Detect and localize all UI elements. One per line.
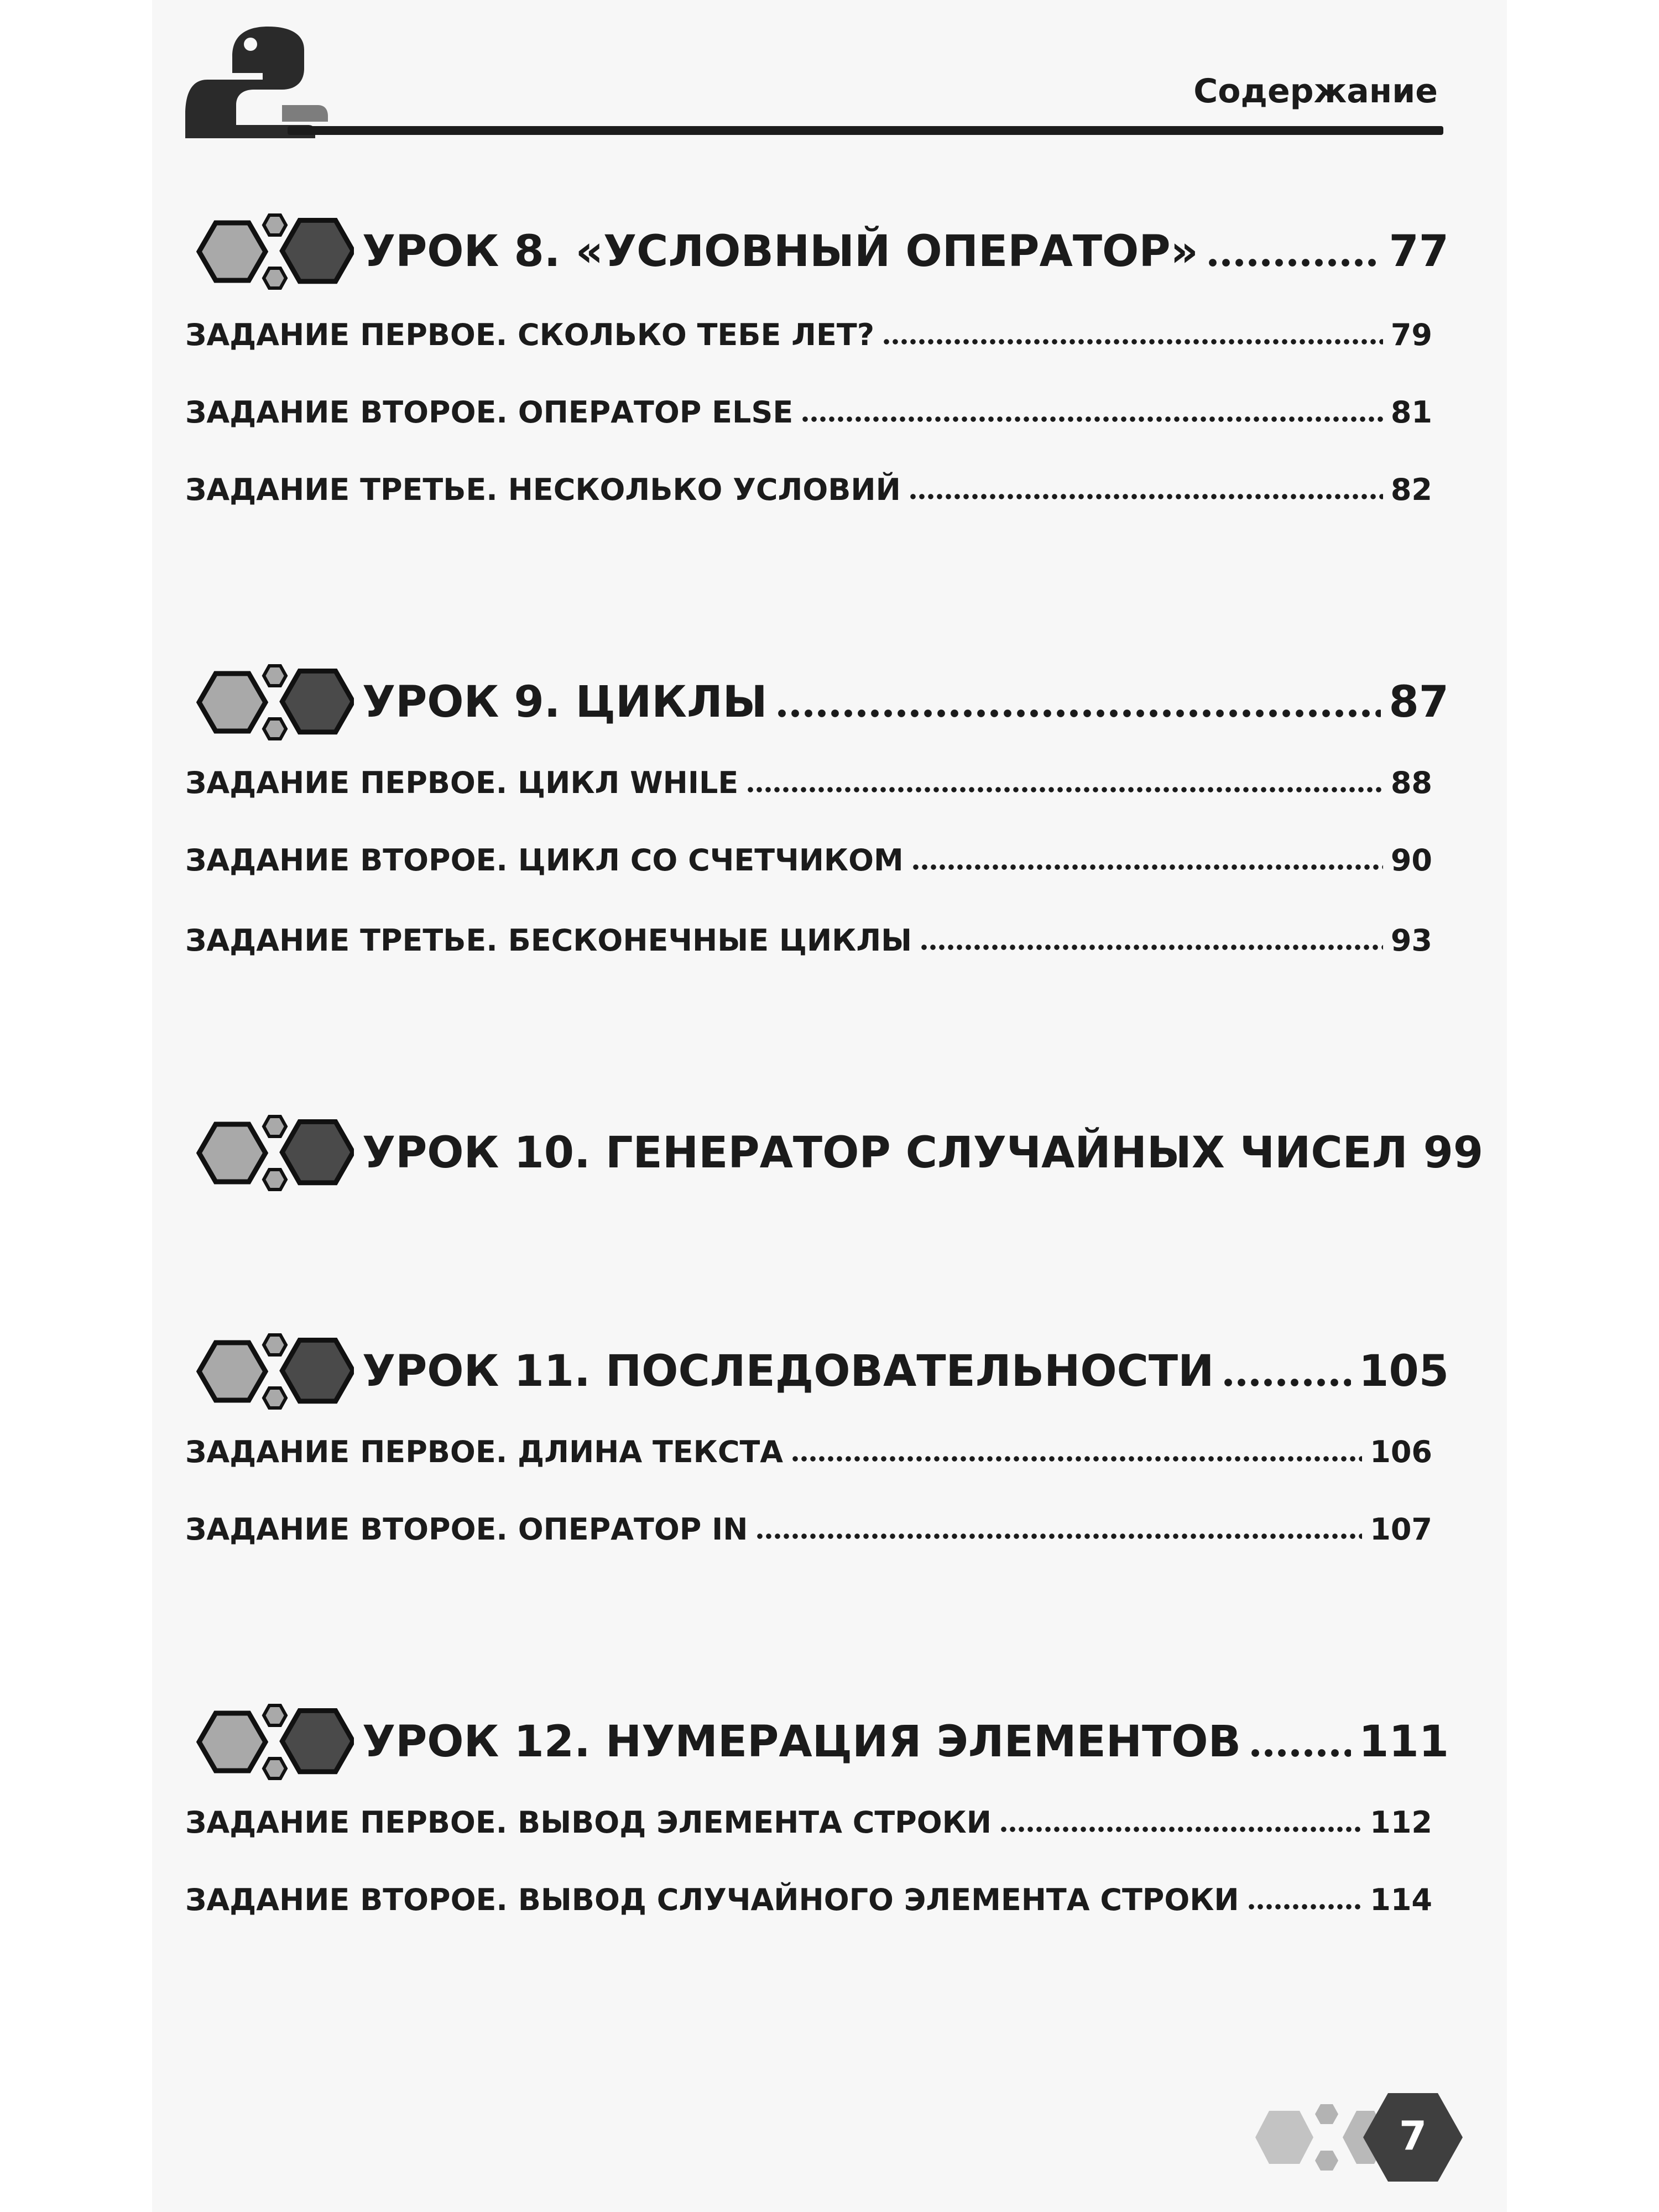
task-page-number: 114 (1370, 1882, 1432, 1917)
lesson-title: УРОК 11. ПОСЛЕДОВАТЕЛЬНОСТИ (362, 1347, 1214, 1396)
dot-leader (911, 864, 1383, 870)
toc-task[interactable] (185, 459, 1432, 520)
toc-task[interactable] (185, 1792, 1432, 1853)
dot-leader (775, 709, 1381, 718)
hexagon-cluster-icon (182, 202, 354, 301)
page-number: 7 (1399, 2112, 1427, 2159)
toc-task[interactable] (185, 910, 1432, 971)
lesson-page-number: 105 (1359, 1347, 1449, 1396)
task-page-number: 106 (1370, 1434, 1432, 1469)
dot-leader (1247, 1903, 1363, 1910)
task-title: ЗАДАНИЕ ПЕРВОЕ. ДЛИНА ТЕКСТА (185, 1434, 784, 1469)
toc-task[interactable] (185, 830, 1432, 890)
python-snake-logo-icon (185, 22, 329, 138)
dot-leader (909, 493, 1383, 500)
lesson-title: УРОК 12. НУМЕРАЦИЯ ЭЛЕМЕНТОВ (362, 1717, 1241, 1767)
task-title: ЗАДАНИЕ ВТОРОЕ. ОПЕРАТОР ELSE (185, 394, 794, 430)
dot-leader (791, 1455, 1362, 1462)
task-page-number: 81 (1390, 394, 1432, 430)
task-page-number: 79 (1390, 317, 1432, 352)
task-title: ЗАДАНИЕ ТРЕТЬЕ. БЕСКОНЕЧНЫЕ ЦИКЛЫ (185, 922, 912, 958)
dot-leader (755, 1533, 1362, 1540)
task-title: ЗАДАНИЕ ПЕРВОЕ. ВЫВОД ЭЛЕМЕНТА СТРОКИ (185, 1804, 992, 1840)
task-page-number: 82 (1390, 472, 1432, 507)
task-title: ЗАДАНИЕ ПЕРВОЕ. ЦИКЛ WHILE (185, 765, 739, 800)
hexagon-cluster-icon (182, 1322, 354, 1421)
hexagon-cluster-icon (182, 653, 354, 752)
toc-task[interactable] (185, 1421, 1432, 1482)
dot-leader (920, 944, 1383, 951)
task-title: ЗАДАНИЕ ТРЕТЬЕ. НЕСКОЛЬКО УСЛОВИЙ (185, 472, 901, 507)
toc-task[interactable] (185, 752, 1432, 813)
dot-leader (1249, 1749, 1351, 1757)
dot-leader (1222, 1378, 1351, 1387)
lesson-page-number: 87 (1389, 677, 1449, 727)
task-page-number: 93 (1390, 922, 1432, 958)
task-page-number: 90 (1390, 842, 1432, 878)
hexagon-cluster-icon (182, 1692, 354, 1792)
toc-lesson[interactable] (182, 1322, 1449, 1421)
page-number-badge (1255, 2071, 1477, 2206)
task-page-number: 112 (1370, 1804, 1432, 1840)
lesson-page-number: 111 (1359, 1717, 1449, 1767)
toc-task[interactable] (185, 382, 1432, 442)
dot-leader (801, 416, 1383, 422)
dot-leader (999, 1826, 1362, 1833)
task-page-number: 88 (1390, 765, 1432, 800)
dot-leader (1206, 258, 1381, 267)
task-title: ЗАДАНИЕ ПЕРВОЕ. СКОЛЬКО ТЕБЕ ЛЕТ? (185, 317, 875, 352)
toc-task[interactable] (185, 304, 1432, 365)
task-page-number: 107 (1370, 1511, 1432, 1547)
dot-leader (882, 338, 1383, 345)
lesson-page-number: 77 (1389, 227, 1449, 276)
task-title: ЗАДАНИЕ ВТОРОЕ. ВЫВОД СЛУЧАЙНОГО ЭЛЕМЕНТА СТРОКИ (185, 1882, 1239, 1917)
task-title: ЗАДАНИЕ ВТОРОЕ. ЦИКЛ СО СЧЕТЧИКОМ (185, 842, 904, 878)
lesson-page-number: 99 (1423, 1128, 1484, 1178)
task-title: ЗАДАНИЕ ВТОРОЕ. ОПЕРАТОР IN (185, 1511, 748, 1547)
toc-lesson[interactable] (182, 1103, 1484, 1203)
toc-task[interactable] (185, 1869, 1432, 1930)
header-title: Содержание (1193, 72, 1438, 111)
toc-lesson[interactable] (182, 1692, 1449, 1792)
hexagon-cluster-icon (182, 1103, 354, 1203)
toc-lesson[interactable] (182, 653, 1449, 752)
lesson-title: УРОК 8. «УСЛОВНЫЙ ОПЕРАТОР» (362, 227, 1198, 276)
toc-lesson[interactable] (182, 202, 1449, 301)
dot-leader (746, 786, 1383, 793)
header-divider (288, 126, 1443, 135)
toc-task[interactable] (185, 1499, 1432, 1559)
lesson-title: УРОК 10. ГЕНЕРАТОР СЛУЧАЙНЫХ ЧИСЕЛ (362, 1128, 1408, 1178)
lesson-title: УРОК 9. ЦИКЛЫ (362, 677, 768, 727)
